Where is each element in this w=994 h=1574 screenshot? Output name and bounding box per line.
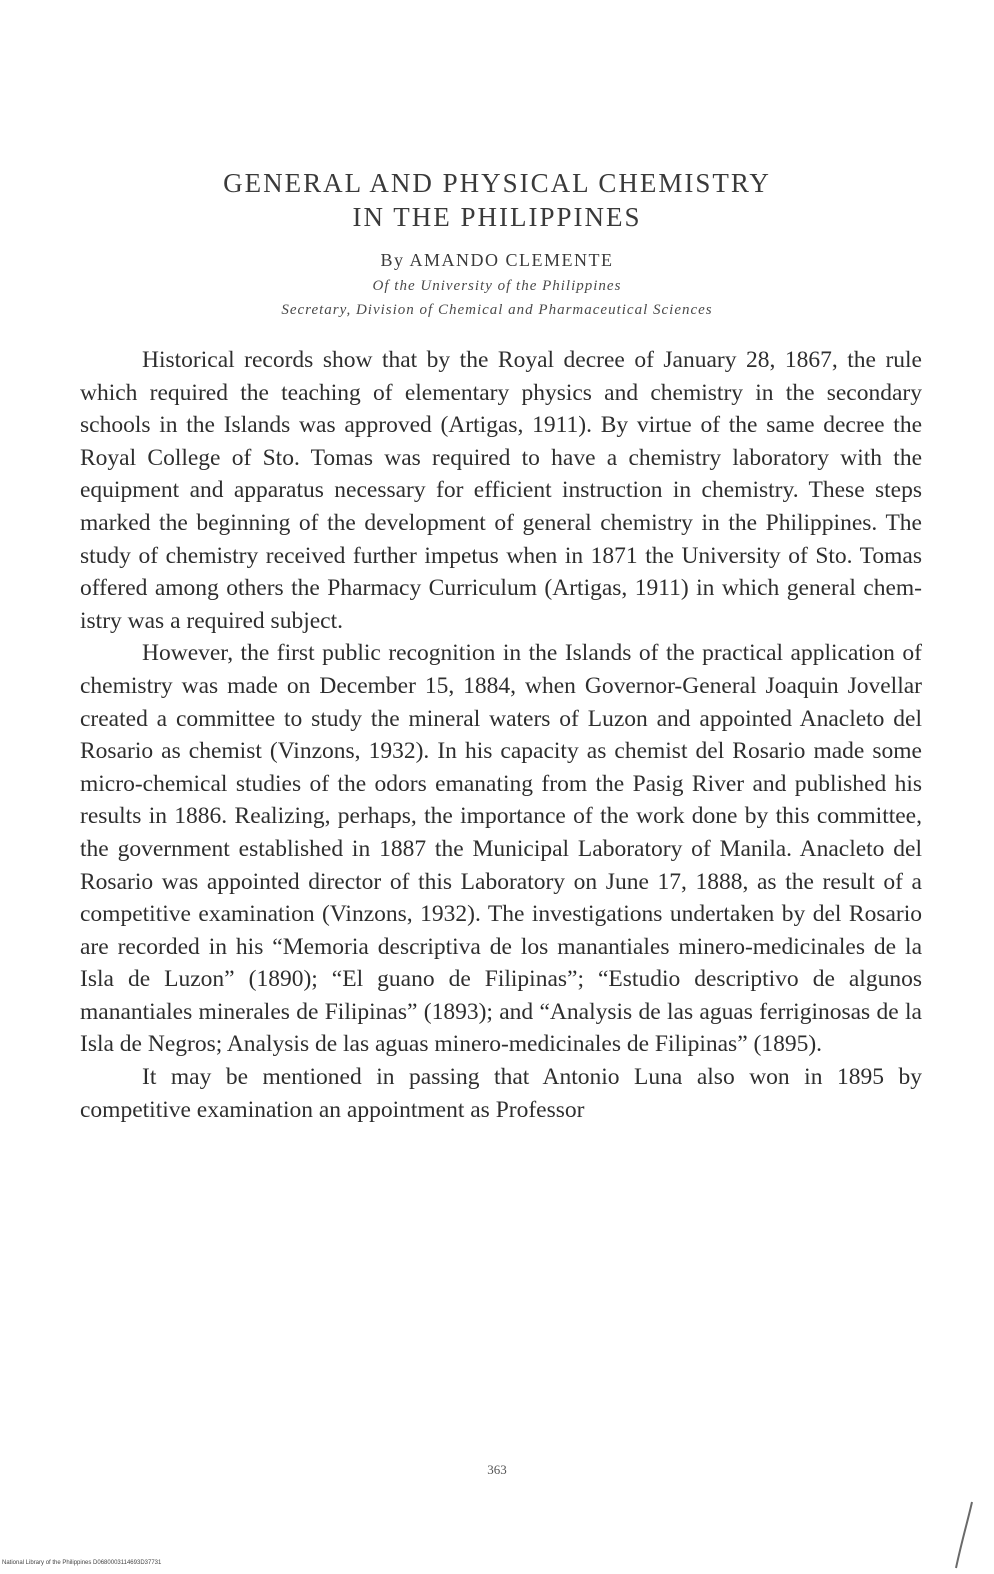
article-title-line-2: IN THE PHILIPPINES <box>352 202 642 232</box>
paragraph-3: It may be mentioned in passing that Antonio Luna also won in 1895 by competitive examination an appointment as Professor <box>80 1064 922 1123</box>
page-number: 363 <box>487 1462 507 1477</box>
paragraph-1: Historical records show that by the Royal decree of January 28, 1867, the rule which required the teaching of elementary physics and chemistry in the secondary schools in the Islands was approved (Artigas, 1911). By virtue of the same decree the Royal College of Sto. Tomas was required to have a chemistry laboratory with the equipment and apparatus necessary for efficient instruction in chemistry. These steps marked the beginning of the development of general chemistry in the Philippines. The study of chemistry received further impetus when in 1871 the University of Sto. Tomas offered among others the Pharmacy Curriculum (Artigas, 1911) in which general chemistry was a required subject. <box>80 347 922 634</box>
author-byline: By AMANDO CLEMENTE <box>380 250 614 270</box>
library-footer-stamp: National Library of the Philippines D0680003114693D37731 <box>2 1560 162 1566</box>
article-body <box>80 344 922 1126</box>
author-affiliation-line-1: Of the University of the Philippines <box>372 278 622 294</box>
article-title-line-1: GENERAL AND PHYSICAL CHEMISTRY <box>223 168 771 198</box>
scan-artifact-mark <box>950 1500 980 1570</box>
author-affiliation-line-2: Secretary, Division of Chemical and Pharmaceutical Sciences <box>281 302 713 318</box>
paragraph-2: However, the first public recognition in the Islands of the practical application of chemistry was made on December 15, 1884, when Governor-General Joaquin Jovellar created a committee to study the mineral waters of Luzon and appointed Anacleto del Rosario as chemist (Vinzons, 1932). In his capacity as chemist del Rosario made some micro-chemical studies of the odors emanating from the Pasig River and published his results in 1886. Realizing, perhaps, the importance of the work done by this committee, the government established in 1887 the Municipal Laboratory of Manila. Anacleto del Rosario was appointed director of this Laboratory on June 17, 1888, as the result of a competitive examination (Vinzons, 1932). The investigations undertaken by del Rosario are recorded in his “Memoria descriptiva de los manantiales minero-medicinales de la Isla de Luzon” (1890); “El guano de Filipinas”; “Estudio descriptivo de algunos manantiales minerales de Filipinas” (1893); and “Analysis de las aguas ferriginosas de la Isla de Negros; Analysis de las aguas minero-medicinales de Filipinas” (1895). <box>80 640 922 1058</box>
